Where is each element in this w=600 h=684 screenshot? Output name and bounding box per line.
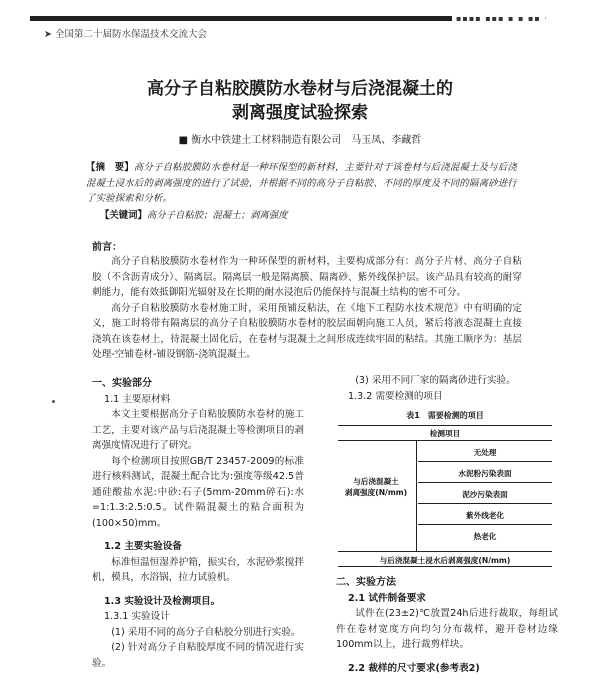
title-line-1: 高分子自粘胶膜防水卷材与后浇混凝土的	[147, 79, 453, 99]
section-2-heading: 二、实验方法	[336, 577, 396, 588]
materials-paragraph: 本文主要根据高分子自粘胶膜防水卷材的施工工艺，主要对该产品与后浇混凝土等检测项目的剥离强度情况进行了研究。	[92, 409, 304, 451]
section-1-heading: 一、实验部分	[92, 378, 152, 389]
section-1-1-heading: 1.1 主要原材料	[104, 393, 171, 405]
author-line: ■ 衡水中铁建土工材料制造有限公司 马玉凤、李藏哲	[178, 135, 422, 146]
table-caption: 表1 需要检测的项目	[406, 411, 484, 420]
table-row: 水泥粉污染表面	[418, 465, 552, 483]
right-column-bottom	[336, 575, 558, 676]
conference-header: ➤ 全国第二十届防水保温技术交流大会	[44, 29, 207, 40]
section-1-3-2-heading: 1.3.2 需要检测的项目	[348, 390, 443, 402]
table-1	[338, 410, 552, 567]
design-item-2: (2) 针对高分子自粘胶厚度不同的情况进行实验。	[92, 642, 304, 669]
table-row: 无处理	[418, 444, 552, 462]
section-1-3-1-heading: 1.3.1 实验设计	[104, 611, 170, 622]
abstract-text: 高分子自粘胶膜防水卷材是一种环保型的新材料，主要针对于该卷材与后浇混凝土及与后浇混凝土浸水后的剥离强度的进行了试验，并根据不同的高分子自粘胶、不同的厚度及不同的隔离砂进行了实验探索和分析。	[86, 162, 517, 204]
section-1-3-heading: 1.3 实验设计及检测项目。	[104, 595, 221, 607]
preface-paragraph-1: 高分子自粘胶膜防水卷材作为一种环保型的新材料，主要构成部分有：高分子片材、高分子自粘胶（不含沥青成分）、隔离层。隔离层一般是隔离膜、隔离砂、紫外线保护层。该产品具有较高的耐穿刺能力，能有效抵御阳光辐射及在长期的耐水浸泡后仍能保持与混凝土结构的密不可分。	[92, 256, 522, 298]
table-group-label-line-1: 与后浇混凝土	[353, 477, 399, 486]
table-row: 热老化	[473, 532, 497, 541]
preface-body	[92, 254, 522, 363]
keywords-label: 【关键词】	[100, 210, 147, 221]
preface-heading: 前言：	[92, 242, 122, 253]
table-divider	[416, 441, 417, 551]
keywords	[100, 207, 288, 221]
standard-paragraph: 每个检测项目按照GB/T 23457-2009的标准进行核料测试，混凝土配合比为:强度等级42.5普通硅酸盐水泥:中砂:石子(5mm-20mm碎石):水=1:1.3:2.5:0.5。试件隔混凝土的粘合面积为(100×50)mm。	[92, 455, 304, 529]
design-item-3: (3) 采用不同厂家的隔离砂进行实验。	[355, 375, 516, 386]
preparation-paragraph: 试件在(23±2)℃放置24h后进行裁取，每组试件在卷材宽度方向均匀分布裁样，避开卷材边缘100mm以上，进行裁剪样块。	[336, 608, 558, 650]
abstract	[86, 160, 518, 207]
keywords-text: 高分子自粘胶；混凝土；剥离强度	[146, 210, 288, 221]
table-header: 检测项目	[338, 426, 552, 441]
abstract-label: 【摘 要】	[86, 162, 134, 173]
scan-speck	[52, 400, 55, 403]
table-group-label-line-2: 剥离强度(N/mm)	[344, 488, 408, 497]
header-marks: ▪▪▪▪ ▪▪▪ ▪ ▪ ▪▪ ·	[456, 14, 548, 23]
right-column-top	[336, 373, 558, 404]
section-2-2-heading: 2.2 裁样的尺寸要求(参考表2)	[348, 662, 480, 674]
title-line-2: 剥离强度试验探索	[232, 103, 368, 123]
left-column	[92, 376, 304, 671]
equipment-paragraph: 标准恒温恒湿养护箱，振实台，水泥砂浆搅拌机，模具，水浴锅，拉力试验机。	[92, 556, 304, 583]
table-body	[338, 425, 552, 567]
table-last-row: 与后浇混凝土浸水后剥离强度(N/mm)	[338, 551, 552, 568]
section-1-2-heading: 1.2 主要实验设备	[104, 541, 182, 552]
header-rule	[30, 16, 452, 21]
preface-paragraph-2: 高分子自粘胶膜防水卷材施工时，采用预铺反粘法，在《地下工程防水技术规范》中有明确的定义，施工时将带有隔离层的高分子自粘胶膜防水卷材的胶层面朝向施工人员，紧后将液态混凝土直接浇筑在该卷材上，待混凝土固化后，在卷材与混凝土之间形成连续牢固的粘结。其施工顺序为：基层处理-空铺卷材-铺设钢筋-浇筑混凝土。	[92, 302, 522, 360]
design-item-1: (1) 采用不同的高分子自粘胶分别进行实验。	[111, 626, 301, 638]
table-row: 泥沙污染表面	[418, 486, 552, 504]
table-group-label	[338, 476, 414, 498]
table-row: 紫外线老化	[418, 507, 552, 525]
section-2-1-heading: 2.1 试件制备要求	[348, 592, 426, 604]
